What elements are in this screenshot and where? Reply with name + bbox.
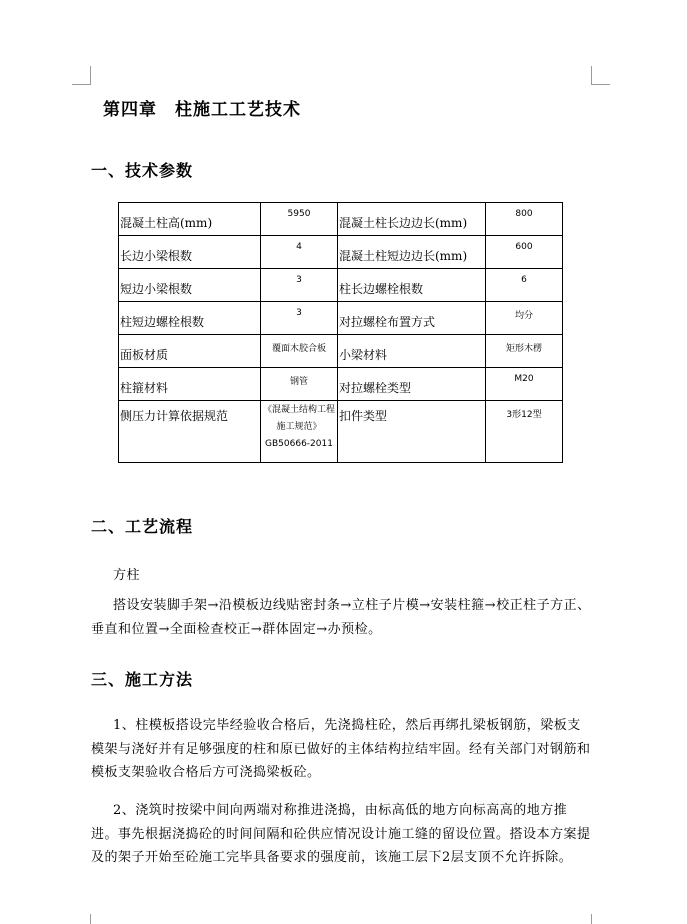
param-label: 对拉螺栓布置方式 <box>338 302 486 335</box>
param-label: 侧压力计算依据规范 <box>119 401 261 463</box>
table-row <box>119 368 563 401</box>
param-value: 矩形木楞 <box>486 335 563 368</box>
param-value: 5950 <box>261 203 338 236</box>
param-value: 3 <box>261 302 338 335</box>
param-value: M20 <box>486 368 563 401</box>
param-value: 3 <box>261 269 338 302</box>
table-row <box>119 401 563 463</box>
param-value: 4 <box>261 236 338 269</box>
params-table <box>118 202 563 463</box>
section-heading-method: 三、施工方法 <box>91 670 194 689</box>
param-label: 柱短边螺栓根数 <box>119 302 261 335</box>
chapter-title: 第四章 柱施工工艺技术 <box>103 100 301 120</box>
table-row <box>119 203 563 236</box>
param-value: 钢管 <box>261 368 338 401</box>
process-subtitle: 方柱 <box>113 568 141 583</box>
page-corner-mark-bottom-left <box>72 914 91 924</box>
param-label: 小梁材料 <box>338 335 486 368</box>
param-label: 混凝土柱高(mm) <box>119 203 261 236</box>
param-label: 对拉螺栓类型 <box>338 368 486 401</box>
process-text: 搭设安装脚手架→沿模板边线贴密封条→立柱子片模→安装柱箍→校正柱子方正、垂直和位置→全面检查校正→群体固定→办预检。 <box>91 598 591 637</box>
param-value: 600 <box>486 236 563 269</box>
page-corner-mark-top-right <box>591 66 610 85</box>
param-value: 3形12型 <box>486 401 563 463</box>
param-value: 均分 <box>486 302 563 335</box>
param-label: 长边小梁根数 <box>119 236 261 269</box>
param-label: 混凝土柱短边边长(mm) <box>338 236 486 269</box>
param-label: 柱箍材料 <box>119 368 261 401</box>
param-value: 800 <box>486 203 563 236</box>
table-row <box>119 335 563 368</box>
param-value: 《混凝土结构工程施工规范》GB50666-2011 <box>261 401 338 463</box>
table-row <box>119 302 563 335</box>
param-label: 短边小梁根数 <box>119 269 261 302</box>
param-label: 扣件类型 <box>338 401 486 463</box>
param-label: 混凝土柱长边边长(mm) <box>338 203 486 236</box>
section-heading-params: 一、技术参数 <box>91 161 194 180</box>
param-label: 柱长边螺栓根数 <box>338 269 486 302</box>
table-row <box>119 236 563 269</box>
param-value: 6 <box>486 269 563 302</box>
section-heading-process: 二、工艺流程 <box>91 517 194 536</box>
page-corner-mark-bottom-right <box>591 914 610 924</box>
method-paragraph-2: 2、浇筑时按梁中间向两端对称推进浇捣，由标高低的地方向标高高的地方推进。事先根据浇捣砼的时间间隔和砼供应情况设计施工缝的留设位置。搭设本方案提及的架子开始至砼施工完毕具备要求的强度前，该施工层下2层支顶不允许拆除。 <box>91 803 591 865</box>
method-paragraph-1: 1、柱模板搭设完毕经验收合格后，先浇捣柱砼，然后再绑扎梁板钢筋，梁板支模架与浇好并有足够强度的柱和原已做好的主体结构拉结牢固。经有关部门对钢筋和模板支架验收合格后方可浇捣梁板砼。 <box>91 718 591 780</box>
param-label: 面板材质 <box>119 335 261 368</box>
page-corner-mark-top-left <box>72 66 91 85</box>
table-row <box>119 269 563 302</box>
param-value: 覆面木胶合板 <box>261 335 338 368</box>
